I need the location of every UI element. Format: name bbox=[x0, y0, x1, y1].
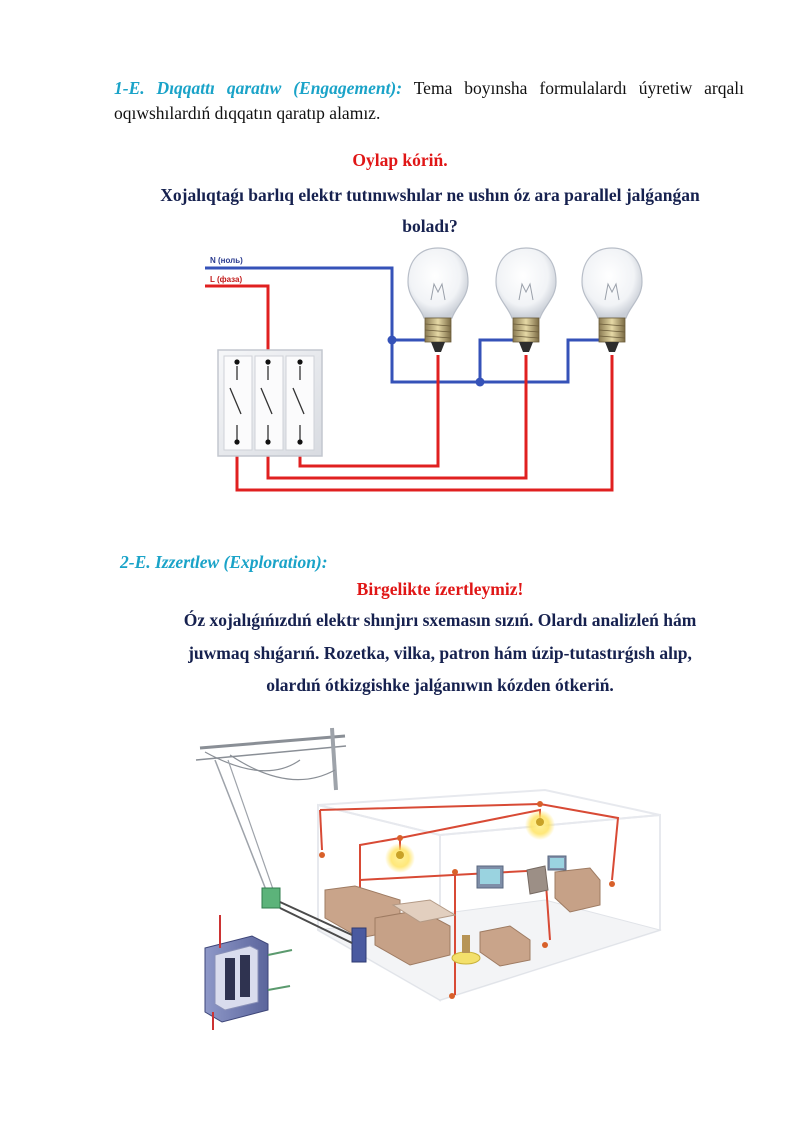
house-wiring-illustration bbox=[0, 720, 800, 1040]
prompt-title-2: Birgelikte ízertleymiz! bbox=[356, 579, 524, 599]
intro-text-2: oqıwshılardıń dıqqatın qaratıp alamız. bbox=[114, 103, 381, 123]
intro-paragraph bbox=[114, 76, 744, 126]
exploration-task bbox=[140, 604, 740, 702]
intro-line-1 bbox=[114, 76, 744, 101]
phase-label: L (фаза) bbox=[210, 275, 243, 284]
light-bulb-3 bbox=[582, 248, 642, 352]
question-block bbox=[130, 180, 730, 242]
question-line-1: Xojalıqtaǵı barlıq elektr tutınıwshılar ne ushın óz ara parallel jalǵanǵan bbox=[160, 185, 700, 205]
task-line-1: Óz xojalıǵıńızdıń elektr shınjırı sxemasın sızıń. Olardı analizleń hám bbox=[183, 610, 697, 630]
task-line-2: juwmaq shıǵarıń. Rozetka, vilka, patron hám úzip-tutastırǵısh alıp, bbox=[188, 642, 692, 663]
light-bulb-1 bbox=[408, 248, 468, 352]
electric-meter bbox=[352, 928, 366, 962]
section1-heading: 1-E. Dıqqattı qaratıw (Engagement): bbox=[114, 78, 403, 98]
intro-text-1: Tema boyınsha formulalardı úyretiw arqalı bbox=[413, 78, 744, 98]
neutral-junction-1 bbox=[388, 336, 397, 345]
section2-heading: 2-E. Izzertlew (Exploration): bbox=[120, 552, 328, 572]
task-line-3: olardıń ótkizgishke jalǵanıwın kózden ótkeriń. bbox=[266, 675, 614, 695]
neutral-junction-2 bbox=[476, 378, 485, 387]
utility-pole bbox=[196, 728, 346, 895]
light-bulb-2 bbox=[496, 248, 556, 352]
distribution-panel bbox=[205, 915, 292, 1030]
question-line-2: boladı? bbox=[402, 216, 458, 236]
prompt-title-1: Oylap kóriń. bbox=[352, 150, 448, 170]
connection-box bbox=[262, 888, 280, 908]
neutral-label: N (ноль) bbox=[210, 256, 243, 265]
triple-switch-panel bbox=[218, 350, 322, 456]
parallel-circuit-diagram bbox=[0, 240, 800, 500]
